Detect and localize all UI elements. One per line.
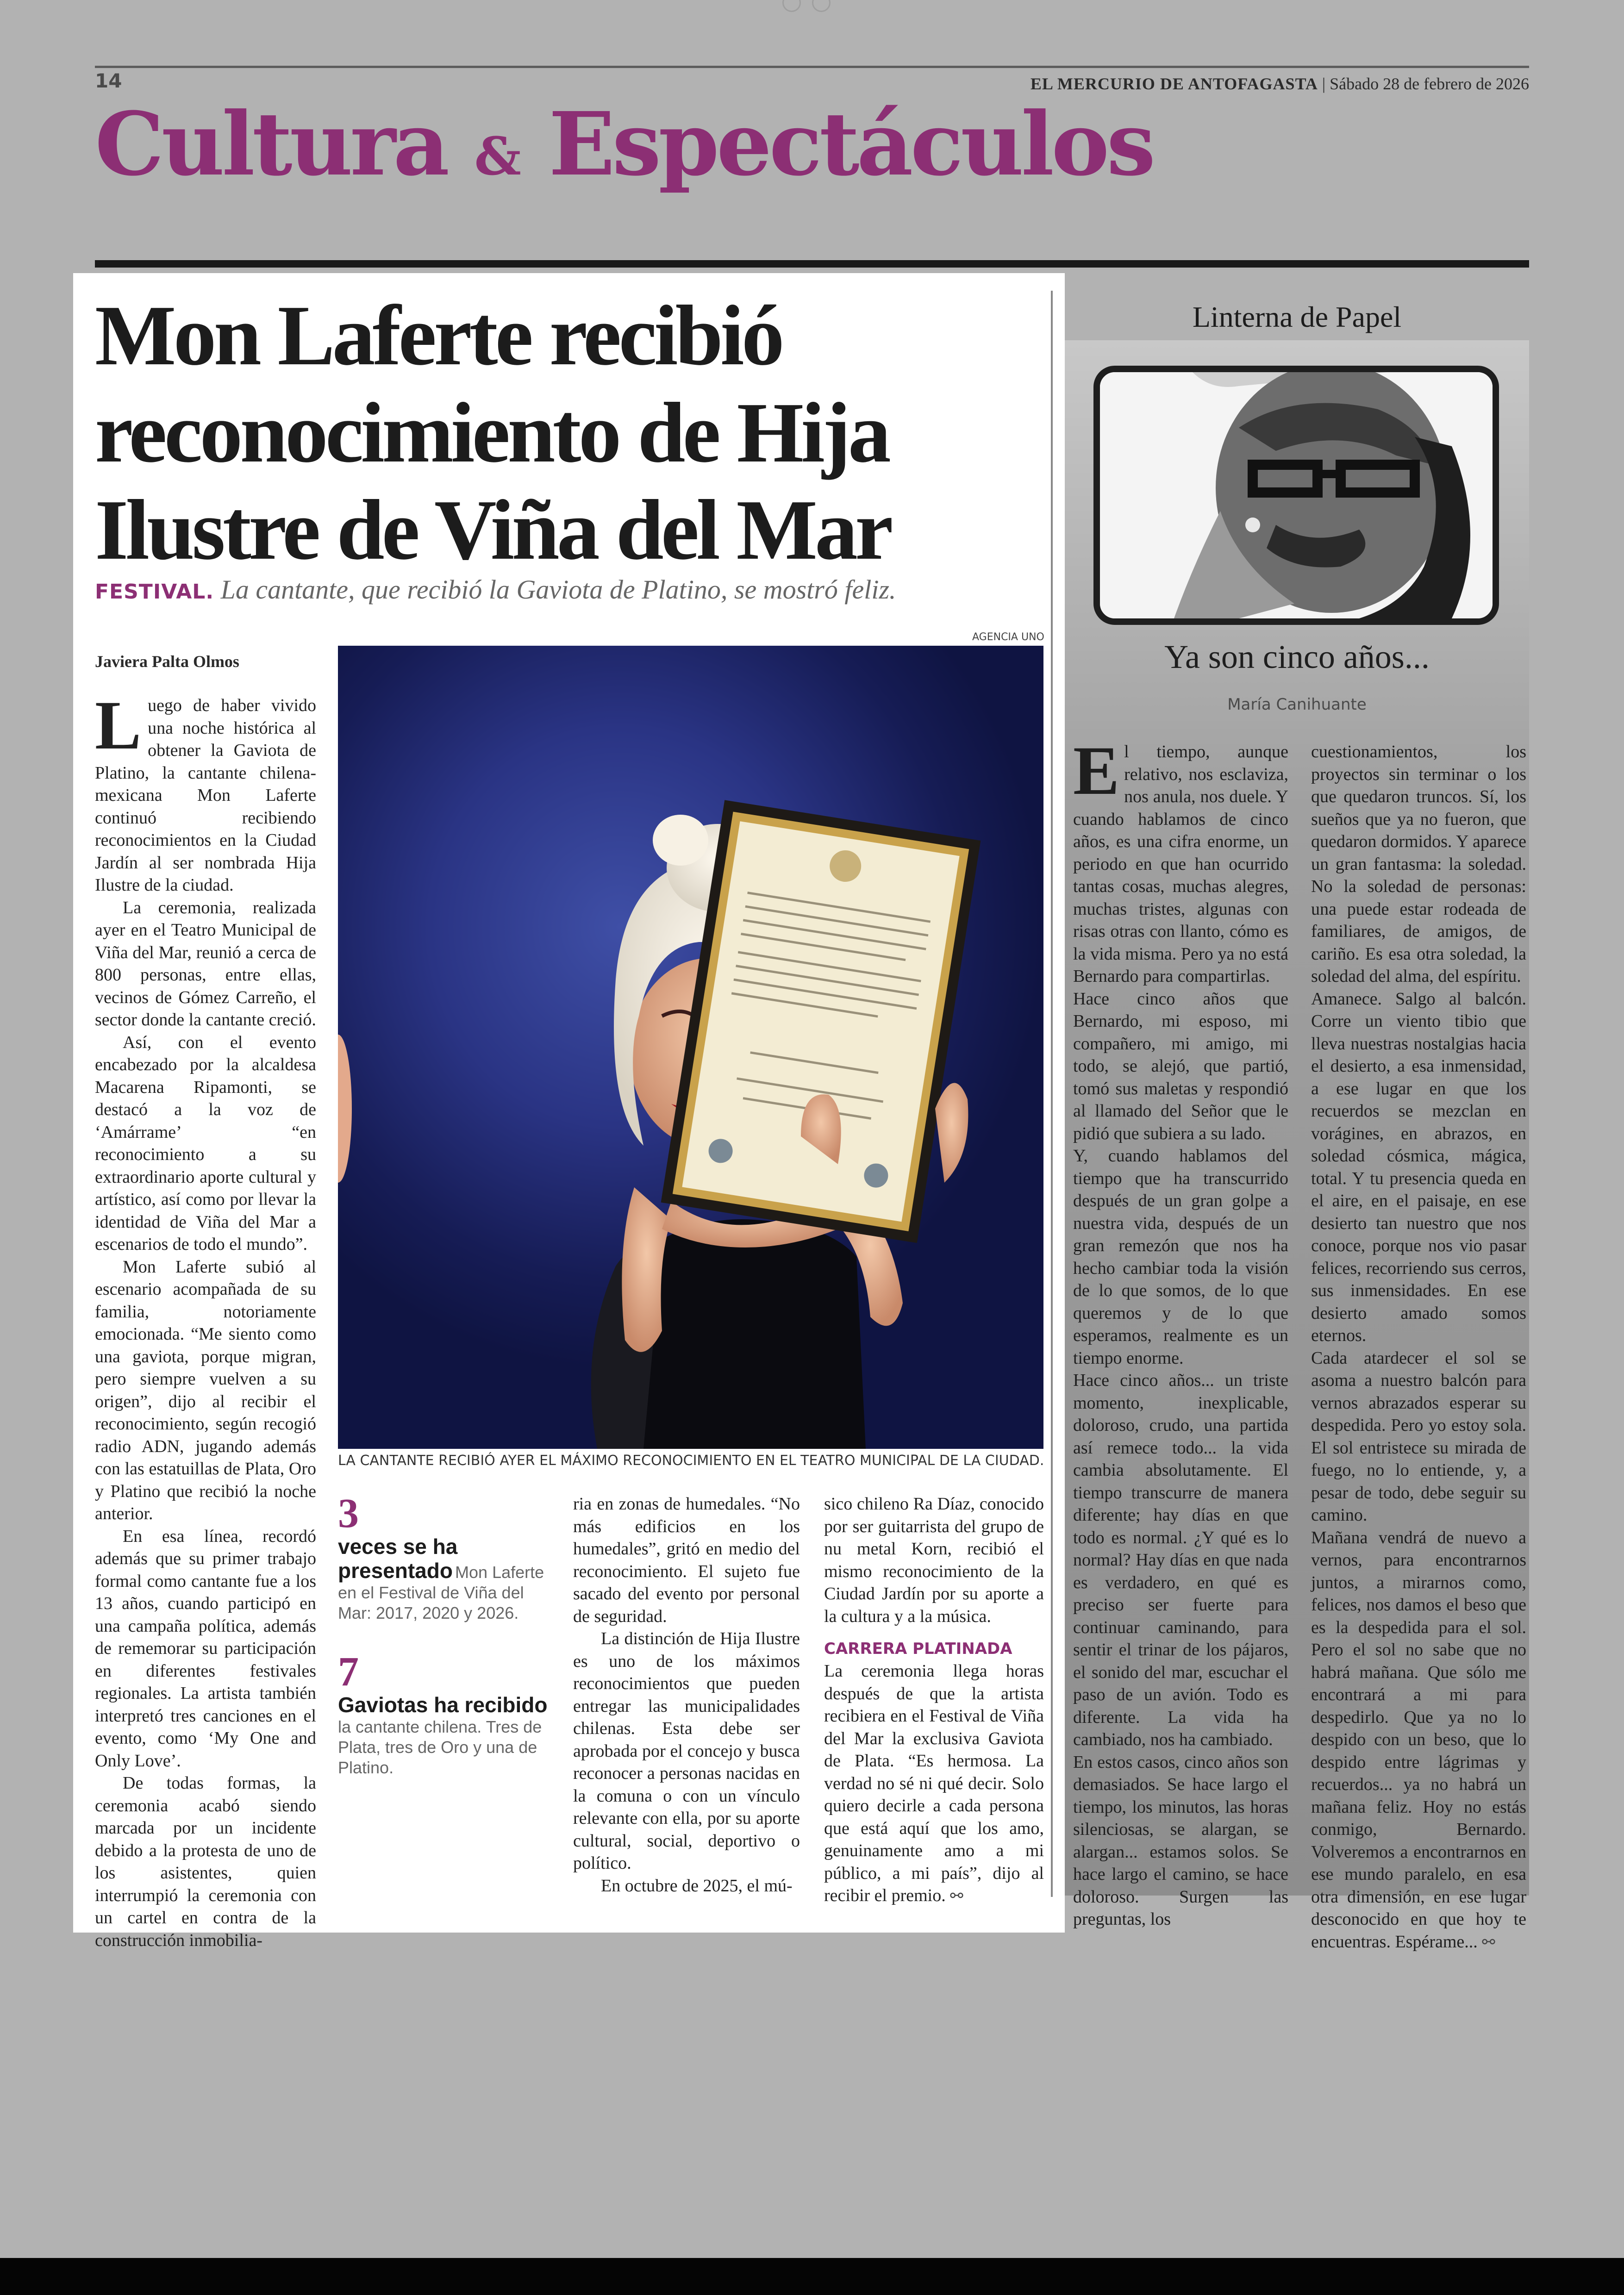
fact-box	[338, 1493, 553, 1778]
column-author: María Canihuante	[1227, 695, 1367, 714]
fact-number: 3	[338, 1491, 359, 1536]
article-paragraph: En octubre de 2025, el mú-	[601, 1876, 793, 1896]
paper-dateline: EL MERCURIO DE ANTOFAGASTA | Sábado 28 de febrero de 2026	[1030, 75, 1529, 93]
column-subtitle: Ya son cinco años...	[1164, 638, 1430, 675]
article-paragraph: sico chileno Ra Díaz, conocido por ser guitarrista del grupo de nu metal Korn, recibió el mismo reconocimiento de la Ciudad Jardín por su aporte a la cultura y a la música.	[824, 1494, 1044, 1626]
section-title-part2: Espectáculos	[549, 93, 1153, 195]
article-column-1	[95, 687, 316, 1952]
article-paragraph	[95, 687, 316, 897]
column-paragraph: Cada atardecer el sol se asoma a nuestro balcón para vernos abrazados esperar su despedida. Pero yo estoy sola. El sol entristece su mirada de fuego, no lo entiende, y, a pesar de todo, debe seguir su camino.	[1311, 1348, 1526, 1525]
fact-label: veces se ha presentado	[338, 1534, 458, 1583]
column-title: Linterna de Papel	[1192, 300, 1402, 333]
article-paragraph	[824, 1660, 1044, 1908]
article-paragraph: En esa línea, recordó además que su primer trabajo formal como cantante fue a los 13 años, cuando participó en una campaña política, además de rememorar su participación en diferentes festivales regionales. La artista también interpretó tres canciones en el evento, como ‘My One and Only Love’.	[95, 1526, 316, 1771]
article-lead	[95, 574, 1049, 605]
columnist-portrait	[1093, 366, 1499, 625]
paragraph-text: La ceremonia llega horas después de que la artista recibiera en el Festival de Viña del Mar la exclusiva Gaviota de Plata. “Es hermosa. La verdad no sé ni qué decir. Solo quiero decirle a cada persona que está aquí que los amo, genuinamente amo a mi público, a mi país”, dijo al recibir el premio.	[824, 1661, 1044, 1905]
section-rule	[95, 260, 1529, 268]
paragraph-text: Mañana vendrá de nuevo a vernos, para encontrarnos juntos, a mirarnos como, felices, nos damos el beso que es la despedida para el sol. Pero el sol no sabe que no habrá mañana. Que sólo me encontrará a mi para despedirlo. Que ya no lo despido con un beso, que lo despido entre lágrimas y recuerdos... ya no habrá un mañana feliz. Hoy no estás conmigo, Bernardo. Volveremos a encontrarnos en ese mundo paralelo, en esa otra dimensión, en ese lugar desconocido en que hoy te encuentras. Espérame...	[1311, 1528, 1526, 1952]
column-paragraph	[1311, 1527, 1526, 1954]
article-paragraph: ria en zonas de humedales. “No más edificios en los humedales”, gritó en medio del reconocimiento. El sujeto fue sacado del evento por personal de seguridad.	[573, 1494, 800, 1626]
fact-label: Gaviotas ha recibido	[338, 1693, 548, 1717]
fact-number: 7	[338, 1649, 359, 1695]
article-paragraph: De todas formas, la ceremonia acabó siendo marcada por un incidente debido a la protesta de uno de los asistentes, quien interrumpió la ceremonia con un cartel en contra de la construcción inmobilia-	[95, 1773, 316, 1950]
section-ampersand: &	[474, 126, 521, 187]
article-divider	[1051, 291, 1053, 1897]
page-number: 14	[95, 69, 122, 92]
portrait-illustration	[1100, 372, 1493, 618]
paragraph-text: uego de haber vivido una noche histórica al obtener la Gaviota de Platino, la cantante chilena-mexicana Mon Laferte continuó recibiendo reconocimientos en la Ciudad Jardín al ser nombrada Hija Ilustre de la ciudad.	[95, 696, 316, 895]
drop-cap: L	[95, 687, 142, 764]
article-column-4	[824, 1493, 1044, 1908]
column-text-left	[1073, 732, 1288, 1931]
paper-name: EL MERCURIO DE ANTOFAGASTA	[1030, 75, 1318, 93]
lead-kicker: FESTIVAL.	[95, 580, 214, 604]
issue-date: Sábado 28 de febrero de 2026	[1330, 75, 1529, 93]
paragraph-text: l tiempo, aunque relativo, nos esclaviza, nos anula, nos duele. Y cuando hablamos de cinco años, es una cifra enorme, un periodo en que han ocurrido tantas cosas, muchas alegres, muchas tristes, algunas con risas otras con llanto, cómo es la vida misma. Pero ya no está Bernardo para compartirlas.	[1073, 742, 1288, 986]
article-subhead: CARRERA PLATINADA	[824, 1640, 1012, 1658]
article-photo[interactable]	[338, 646, 1043, 1449]
column-paragraph: Y, cuando hablamos del tiempo que ha transcurrido después de un gran golpe a nuestra vida, después de un gran remezón que nos ha hecho cambiar toda la visión de lo que somos, de lo que queremos y de lo que esperamos, realmente es un tiempo enorme.	[1073, 1146, 1288, 1368]
article-paragraph: Mon Laferte subió al escenario acompañada de su familia, notoriamente emocionada. “Me siento como una gaviota, porque migran, pero siempre vuelven a su origen”, dijo al recibir el reconocimiento, según recogió radio ADN, jugando además con las estatuillas de Plata, Oro y Platino que recibió la noche anterior.	[95, 1257, 316, 1523]
article-paragraph: La ceremonia, realizada ayer en el Teatro Municipal de Viña del Mar, reunió a cerca de 800 personas, entre ellas, vecinos de Gómez Carreño, el sector donde la cantante creció.	[95, 898, 316, 1029]
section-title	[95, 93, 1153, 195]
photo-caption: LA CANTANTE RECIBIÓ AYER EL MÁXIMO RECONOCIMIENTO EN EL TEATRO MUNICIPAL DE LA CIUDAD.	[338, 1453, 1044, 1469]
column-paragraph: Hace cinco años que Bernardo, mi esposo, mi compañero, mi amigo, mi todo, se alejó, que partió, tomó sus maletas y respondió al llamado del Señor que le pidió que subiera a su lado.	[1073, 989, 1288, 1143]
fact-body: Mon Laferte en el Festival de Viña del Mar: 2017, 2020 y 2026.	[338, 1563, 544, 1622]
column-text-right	[1311, 741, 1526, 1954]
article-paragraph: La distinción de Hija Ilustre es uno de los máximos reconocimientos que pueden entregar las municipalidades chilenas. Esta debe ser aprobada por el concejo y busca reconocer a personas nacidas en la comuna o con un vínculo relevante con ella, por su aporte cultural, social, deportivo o político.	[573, 1629, 800, 1873]
article-byline: Javiera Palta Olmos	[95, 652, 239, 671]
viewer-bottom-bar	[0, 2258, 1624, 2295]
column-paragraph: En estos casos, cinco años son demasiados. Se hace largo el tiempo, los minutos, las horas silenciosas, se alargan, se alargan... estamos solos. Se hace largo el camino, se hace doloroso. Surgen las preguntas, los	[1073, 1752, 1288, 1929]
photo-illustration	[338, 646, 1043, 1449]
lead-text: La cantante, que recibió la Gaviota de Platino, se mostró feliz.	[220, 574, 896, 605]
page-dot[interactable]	[782, 0, 801, 12]
article-paragraph: Así, con el evento encabezado por la alcaldesa Macarena Ripamonti, se destacó a la voz de ‘Amárrame’ “en reconocimiento a su extraordinario aporte cultural y artístico, así como por llevar la identidad de Viña del Mar a escenarios de todo el mundo”.	[95, 1032, 316, 1254]
column-paragraph: Hace cinco años... un triste momento, inexplicable, doloroso, crudo, una partida así remece todo... la vida cambia absolutamente. El tiempo transcurre de manera diferente; hay días en que todo es normal. ¿Y qué es lo normal? Hay días en que nada es verdadero, en qué es preciso ser fuerte para continuar caminando, para sentir el trinar de los pájaros, el sonido del mar, escuchar el paso de un avión. Todo es diferente. La vida ha cambiado, nos ha cambiado.	[1073, 1371, 1288, 1749]
column-paragraph: cuestionamientos, los proyectos sin terminar o los que quedaron truncos. Sí, los sueños que ya no fueron, que quedaron dormidos. Y aparece un gran fantasma: la soledad. No la soledad de personas: una puede estar rodeada de familiares, de amigos, de cariño. Es esa otra soledad, la soledad del alma, del espíritu.	[1311, 742, 1526, 986]
column-paragraph	[1073, 732, 1288, 988]
article-column-3	[573, 1493, 800, 1897]
fact-body: la cantante chilena. Tres de Plata, tres de Oro y una de Platino.	[338, 1717, 542, 1777]
page-indicator	[782, 0, 843, 13]
column-paragraph: Amanece. Salgo al balcón. Corre un viento tibio que lleva nuestras nostalgias hacia el desierto, a esa inmensidad, a ese lugar en que los recuerdos se mezclan en vorágines, en abrazos, en soledad cósmica, mágica, total. Y tu presencia queda en el aire, en el paisaje, en ese desierto tan nuestro que nos conoce, porque nos vio pasar felices, recorriendo sus cerros, sus inmensidades. En ese desierto amado somos eternos.	[1311, 989, 1526, 1345]
header-rule	[95, 66, 1529, 68]
section-title-part1: Cultura	[95, 93, 447, 195]
page-dot[interactable]	[812, 0, 831, 12]
drop-cap: E	[1073, 732, 1120, 809]
photo-credit: AGENCIA UNO	[972, 631, 1044, 643]
end-mark-icon: ⚯	[950, 1888, 963, 1905]
article-headline: Mon Laferte recibió reconocimiento de Hija Ilustre de Viña del Mar	[95, 288, 891, 578]
end-mark-icon: ⚯	[1482, 1933, 1495, 1951]
fact-text	[338, 1534, 553, 1623]
